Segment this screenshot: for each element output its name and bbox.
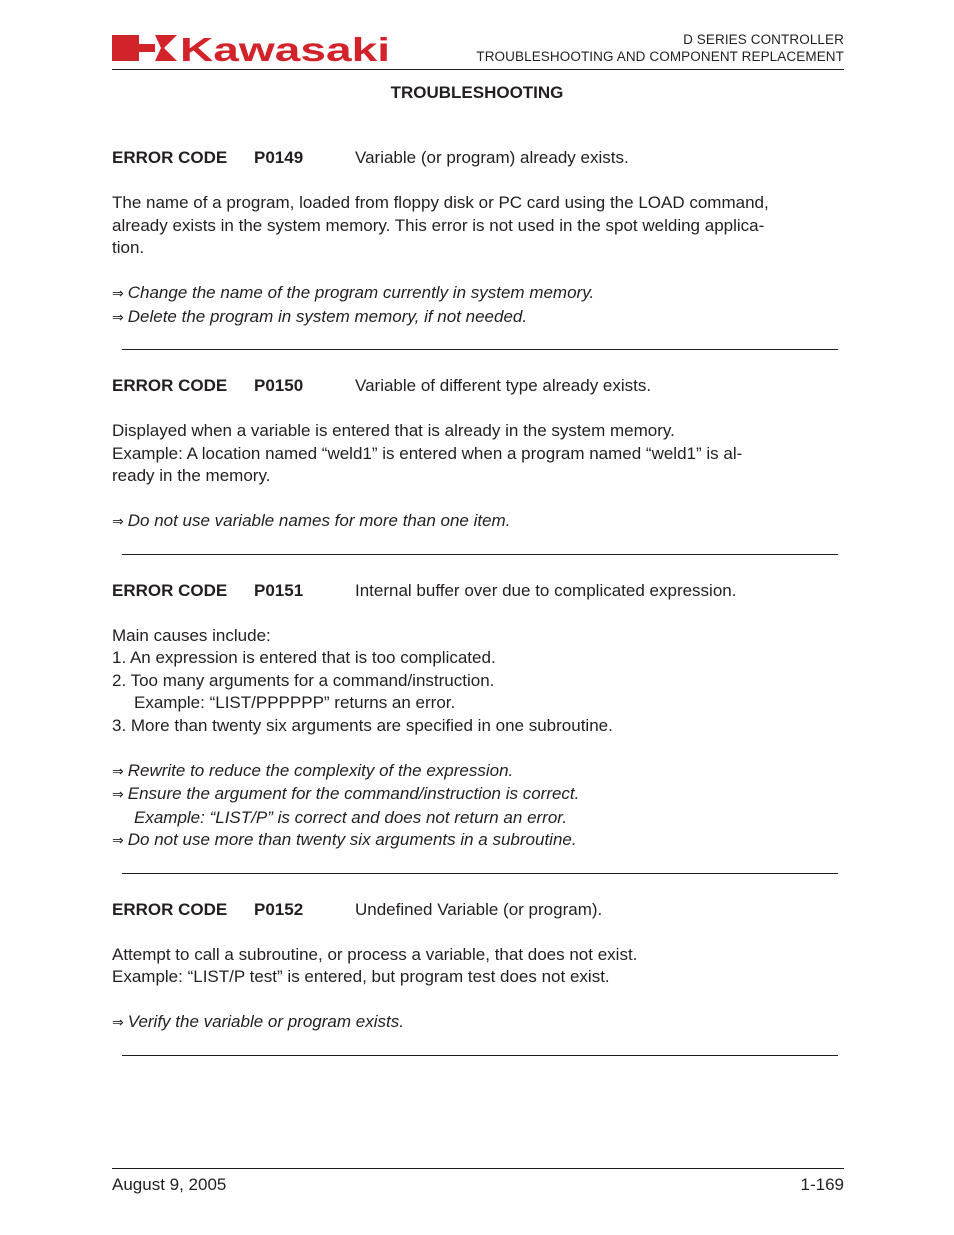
remedy-item: ⇒ Do not use more than twenty six arguments in a subroutine.	[112, 830, 577, 849]
separator-rule	[122, 349, 838, 350]
body-line: 1. An expression is entered that is too complicated.	[112, 648, 496, 667]
body-line: Main causes include:	[112, 625, 271, 645]
logo-wordmark: Kawasaki	[180, 32, 390, 64]
remedy-item: ⇒ Ensure the argument for the command/instruction is correct.	[112, 784, 580, 803]
body-line: already exists in the system memory. This error is not used in the spot welding applica-	[112, 215, 765, 235]
error-heading	[112, 899, 844, 922]
error-label: ERROR CODE	[112, 376, 228, 395]
header-caption	[476, 31, 844, 65]
remedy-item: ⇒ Do not use variable names for more than one item.	[112, 511, 511, 530]
error-title: Variable of different type already exists.	[355, 376, 652, 395]
error-label: ERROR CODE	[112, 580, 228, 600]
body-line: Example: “LIST/PPPPPP” returns an error.	[134, 693, 456, 712]
header-line-1: D SERIES CONTROLLER	[683, 32, 844, 47]
body-line: 3. More than twenty six arguments are specified in one subroutine.	[112, 715, 613, 735]
body-line: tion.	[112, 238, 145, 257]
error-title: Undefined Variable (or program).	[355, 899, 603, 919]
separator-rule	[122, 873, 838, 874]
separator-rule	[122, 1055, 838, 1056]
error-list	[112, 147, 844, 1056]
header-rule	[112, 69, 844, 70]
header-line-2: TROUBLESHOOTING AND COMPONENT REPLACEMENT	[476, 49, 844, 64]
body-line: 2. Too many arguments for a command/instruction.	[112, 670, 495, 690]
implies-arrow-icon: ⇒	[112, 787, 124, 803]
page-header	[112, 28, 844, 71]
footer-page-number: 1-169	[800, 1175, 844, 1194]
error-title: Internal buffer over due to complicated expression.	[355, 580, 737, 600]
error-block-p0149	[112, 147, 844, 350]
remedy-item: ⇒ Delete the program in system memory, if not needed.	[112, 306, 528, 326]
implies-arrow-icon: ⇒	[112, 1015, 124, 1031]
separator-rule	[122, 554, 838, 555]
body-line: Example: A location named “weld1” is entered when a program named “weld1” is al-	[112, 443, 743, 463]
footer-rule	[112, 1168, 844, 1169]
implies-arrow-icon: ⇒	[112, 309, 124, 326]
error-block-p0152	[112, 899, 844, 1056]
error-block-p0150	[112, 375, 844, 555]
remedy-item: ⇒ Change the name of the program currently in system memory.	[112, 283, 595, 302]
remedy-item: ⇒ Verify the variable or program exists.	[112, 1012, 404, 1031]
error-code: P0150	[254, 376, 304, 395]
body-line: ready in the memory.	[112, 466, 271, 485]
error-heading	[112, 147, 844, 170]
error-heading	[112, 580, 844, 603]
section-title: TROUBLESHOOTING	[390, 83, 564, 102]
error-code: P0149	[254, 148, 304, 167]
remedy-item: ⇒ Rewrite to reduce the complexity of the expression.	[112, 760, 514, 780]
error-code: P0151	[254, 580, 304, 600]
footer-date: August 9, 2005	[112, 1175, 227, 1194]
error-title: Variable (or program) already exists.	[355, 148, 629, 167]
implies-arrow-icon: ⇒	[112, 833, 124, 849]
error-heading	[112, 375, 844, 398]
error-label: ERROR CODE	[112, 899, 228, 919]
body-line: The name of a program, loaded from floppy disk or PC card using the LOAD command,	[112, 193, 769, 212]
body-line: Displayed when a variable is entered that is already in the system memory.	[112, 421, 675, 440]
remedy-example: Example: “LIST/P” is correct and does not return an error.	[134, 807, 568, 827]
body-line: Example: “LIST/P test” is entered, but program test does not exist.	[112, 967, 610, 986]
error-label: ERROR CODE	[112, 148, 228, 167]
implies-arrow-icon: ⇒	[112, 514, 124, 530]
error-code: P0152	[254, 899, 304, 919]
body-line: Attempt to call a subroutine, or process a variable, that does not exist.	[112, 944, 638, 964]
error-block-p0151	[112, 580, 844, 874]
implies-arrow-icon: ⇒	[112, 286, 124, 302]
implies-arrow-icon: ⇒	[112, 763, 124, 780]
kawasaki-logo	[112, 32, 392, 64]
